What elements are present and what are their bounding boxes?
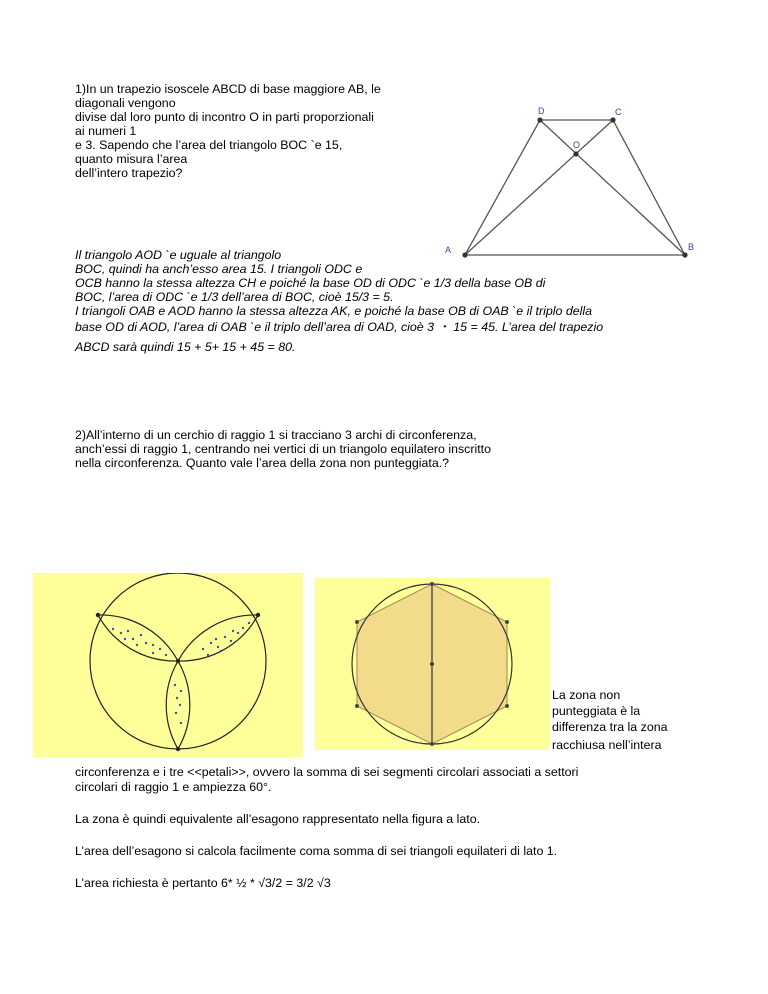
side-bc bbox=[613, 120, 685, 255]
hexagon-figure bbox=[315, 578, 550, 750]
center-middle bbox=[176, 659, 180, 663]
problem1-line: diagonali vengono bbox=[75, 96, 176, 110]
problem1-line: dell’intero trapezio? bbox=[75, 166, 183, 180]
solution-line: Il triangolo AOD `e uguale al triangolo bbox=[75, 248, 282, 262]
solution-line: base OD di AOD, l’area di OAB `e il triplo dell’area di OAD, cioè 3 ・ 15 = 45. L’area del trapezio bbox=[75, 320, 604, 334]
diagonal-ac bbox=[465, 120, 613, 255]
vertex-d bbox=[537, 117, 542, 122]
solution-line: BOC, quindi ha anch’esso area 15. I triangoli ODC e bbox=[75, 262, 363, 276]
vertex-b bbox=[682, 252, 687, 257]
hexagon-vertex bbox=[355, 620, 359, 624]
problem1-line: e 3. Sapendo che l’area del triangolo BOC `e 15, bbox=[75, 138, 343, 152]
hexagon-vertex bbox=[505, 704, 509, 708]
result-paragraph: L’area richiesta è pertanto 6* ½ * √3/2 = 3/2 √3 bbox=[75, 876, 331, 890]
label-d: D bbox=[538, 106, 545, 116]
solution-line: ABCD sarà quindi 15 + 5+ 15 + 45 = 80. bbox=[75, 340, 296, 354]
problem1-line: divise dal loro punto di incontro O in parti proporzionali bbox=[75, 110, 374, 124]
circle-center bbox=[430, 662, 434, 666]
problem1-line: 1)In un trapezio isoscele ABCD di base maggiore AB, le bbox=[75, 82, 381, 96]
problem2-line: anch’essi di raggio 1, centrando nei vertici di un triangolo equilatero inscritto bbox=[75, 442, 492, 456]
side-line: punteggiata è la bbox=[552, 704, 641, 718]
problem1-line: ai numeri 1 bbox=[75, 124, 137, 138]
side-line: La zona non bbox=[552, 688, 621, 702]
label-o: O bbox=[573, 140, 581, 150]
solution-line: OCB hanno la stessa altezza CH e poiché la base OD di ODC `e 1/3 della base OB di bbox=[75, 276, 546, 290]
diagonal-bd bbox=[540, 120, 685, 255]
hexagon-vertex bbox=[430, 742, 434, 746]
hexagon-vertex bbox=[355, 704, 359, 708]
side-line: differenza tra la zona bbox=[552, 720, 668, 734]
hexagon-vertex bbox=[505, 620, 509, 624]
explanation-line: circolari di raggio 1 e ampiezza 60°. bbox=[75, 780, 272, 794]
solution-line: BOC, l’area di ODC `e 1/3 dell’area di BOC, cioè 15/3 = 5. bbox=[75, 290, 394, 304]
vertex-c bbox=[610, 117, 615, 122]
hexagon-area-paragraph: L’area dell’esagono si calcola facilmente coma somma di sei triangoli equilateri di lato 1. bbox=[75, 844, 558, 858]
side-line: racchiusa nell’intera bbox=[552, 738, 662, 752]
problem2-line: 2)All’interno di un cerchio di raggio 1 si tracciano 3 archi di circonferenza, bbox=[75, 428, 477, 442]
center-left bbox=[96, 613, 100, 617]
petals-figure bbox=[33, 573, 303, 757]
vertex-o bbox=[573, 151, 578, 156]
equivalence-paragraph: La zona è quindi equivalente all’esagono rappresentato nella figura a lato. bbox=[75, 812, 481, 826]
hexagon-vertex bbox=[430, 582, 434, 586]
figure-background bbox=[33, 573, 303, 757]
vertex-a bbox=[462, 252, 467, 257]
label-a: A bbox=[445, 245, 452, 255]
side-ad bbox=[465, 120, 540, 255]
label-b: B bbox=[688, 242, 695, 252]
problem2-line: nella circonferenza. Quanto vale l’area della zona non punteggiata.? bbox=[75, 456, 450, 470]
trapezoid-figure bbox=[425, 100, 705, 270]
center-right bbox=[256, 613, 260, 617]
solution-line: I triangoli OAB e AOD hanno la stessa altezza AK, e poiché la base OB di OAB `e il triplo della bbox=[75, 304, 592, 318]
explanation-line: circonferenza e i tre <<petali>>, ovvero la somma di sei segmenti circolari associati a settori bbox=[75, 765, 579, 779]
center-bottom bbox=[176, 747, 180, 751]
label-c: C bbox=[615, 107, 622, 117]
problem1-line: quanto misura l’area bbox=[75, 152, 188, 166]
